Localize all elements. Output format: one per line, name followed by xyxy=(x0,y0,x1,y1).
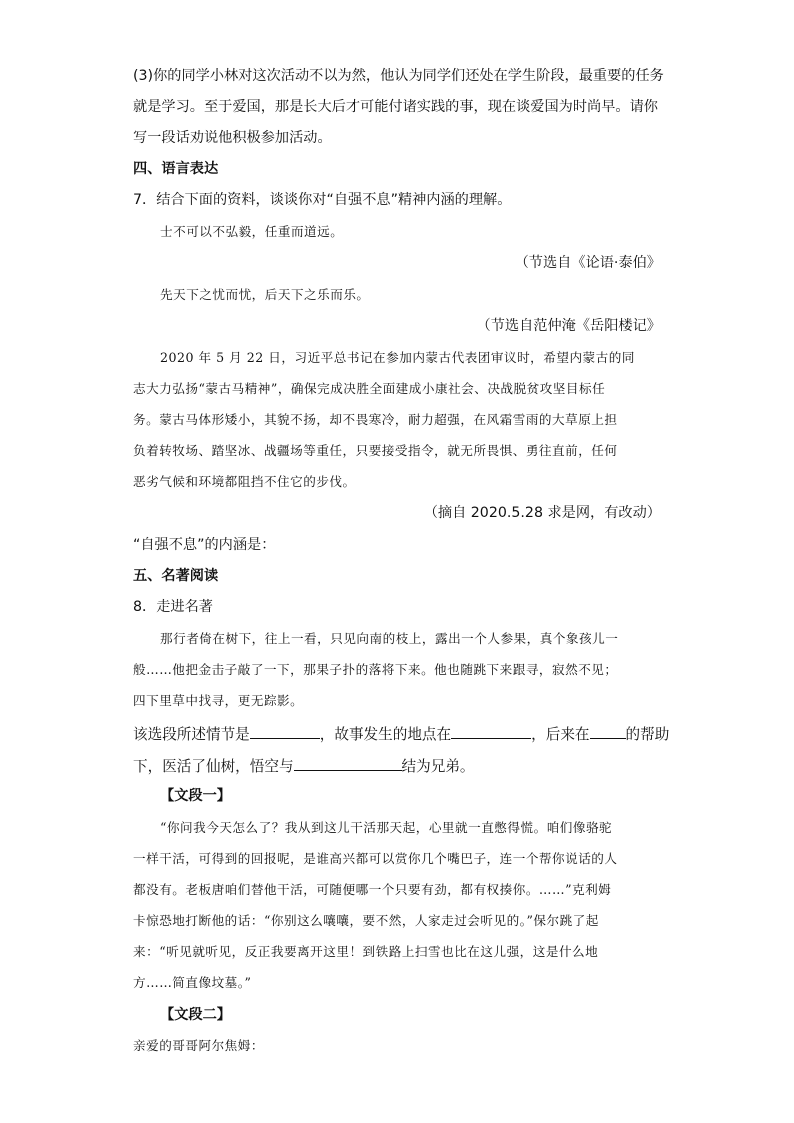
q8-fill-text-5: 下，医活了仙树，悟空与 xyxy=(133,758,294,775)
q8-fill-line-1 xyxy=(133,722,670,745)
q7-source-1: （节选自《论语·泰伯》 xyxy=(514,255,661,271)
q7-quote-2: 先天下之忧而忧，后天下之乐而乐。 xyxy=(160,287,370,302)
q7-passage-line-3: 务。蒙古马体形矮小，其貌不扬，却不畏寒冷，耐力超强，在风霜雪雨的大草原上担 xyxy=(133,412,618,427)
q8-blank-brother[interactable] xyxy=(294,754,402,771)
q8-fill-text-4: 的帮助 xyxy=(625,726,670,743)
q3-line-1: (3)你的同学小林对这次活动不以为然，他认为同学们还处在学生阶段，最重要的任务 xyxy=(133,68,664,84)
q8-blank-plot[interactable] xyxy=(250,722,320,739)
q7-passage-line-1: 2020 年 5 月 22 日，习近平总书记在参加内蒙古代表团审议时，希望内蒙古的同 xyxy=(160,350,635,365)
q8-fill-text-6: 结为兄弟。 xyxy=(401,758,475,775)
wd2-label: 【文段二】 xyxy=(160,1007,231,1023)
q3-line-2: 就是学习。至于爱国，那是长大后才可能付诸实践的事，现在谈爱国为时尚早。请你 xyxy=(133,99,658,115)
wd1-line-4: 卡惊恐地打断他的话：“你别这么嚷嚷，要不然，人家走过会听见的。”保尔跳了起 xyxy=(133,913,599,928)
wd2-first-line: 亲爱的哥哥阿尔焦姆： xyxy=(133,1038,264,1053)
q7-prompt: 7．结合下面的资料，谈谈你对“自强不息”精神内涵的理解。 xyxy=(133,192,512,208)
q8-fill-text-2: ，故事发生的地点在 xyxy=(319,726,452,743)
wd1-line-1: “你问我今天怎么了？我从到这儿干活那天起，心里就一直憋得慌。咱们像骆驼 xyxy=(160,820,613,835)
q7-passage-line-4: 负着转牧场、踏坚冰、战疆场等重任，只要接受指令，就无所畏惧、勇往直前，任何 xyxy=(133,443,618,458)
q8-excerpt-line-1: 那行者倚在树下，往上一看，只见向南的枝上，露出一个人参果，真个象孩儿一 xyxy=(160,631,619,646)
section-4-heading: 四、语言表达 xyxy=(133,161,219,177)
q8-title: 8．走进名著 xyxy=(133,599,213,615)
q7-source-2: （节选自范仲淹《岳阳楼记》 xyxy=(476,318,661,334)
q8-fill-text-3: ，后来在 xyxy=(531,726,590,743)
q8-fill-text-1: 该选段所述情节是 xyxy=(133,726,250,743)
wd1-label: 【文段一】 xyxy=(160,788,231,804)
q8-blank-helper[interactable] xyxy=(590,722,626,739)
q8-excerpt-line-3: 四下里草中找寻，更无踪影。 xyxy=(133,693,304,708)
wd1-line-5: 来：“听见就听见，反正我要离开这里！到铁路上扫雪也比在这儿强，这是什么地 xyxy=(133,944,599,959)
wd1-line-2: 一样干活，可得到的回报呢，是谁高兴都可以赏你几个嘴巴子，连一个帮你说话的人 xyxy=(133,851,618,866)
wd1-line-6: 方……简直像坟墓。” xyxy=(133,975,252,990)
q7-passage-source: （摘自 2020.5.28 求是网，有改动） xyxy=(423,505,661,521)
wd1-line-3: 都没有。老板唐咱们替他干活，可随便哪一个只要有劲，都有权揍你。……”克利姆 xyxy=(133,882,612,897)
q7-passage-line-2: 志大力弘扬“蒙古马精神”，确保完成决胜全面建成小康社会、决战脱贫攻坚目标任 xyxy=(133,381,606,396)
q8-fill-line-2 xyxy=(133,754,661,777)
q7-passage-line-5: 恶劣气候和环境都阻挡不住它的步伐。 xyxy=(133,474,356,489)
q7-answer-label: “自强不息”的内涵是： xyxy=(133,537,276,553)
q8-blank-location[interactable] xyxy=(451,722,531,739)
section-5-heading: 五、名著阅读 xyxy=(133,568,219,584)
q7-quote-1: 士不可以不弘毅，任重而道远。 xyxy=(160,224,344,239)
q8-excerpt-line-2: 般……他把金击子敲了一下，那果子扑的落将下来。他也随跳下来跟寻，寂然不见； xyxy=(133,662,618,677)
q3-line-3: 写一段话劝说他积极参加活动。 xyxy=(133,130,332,146)
